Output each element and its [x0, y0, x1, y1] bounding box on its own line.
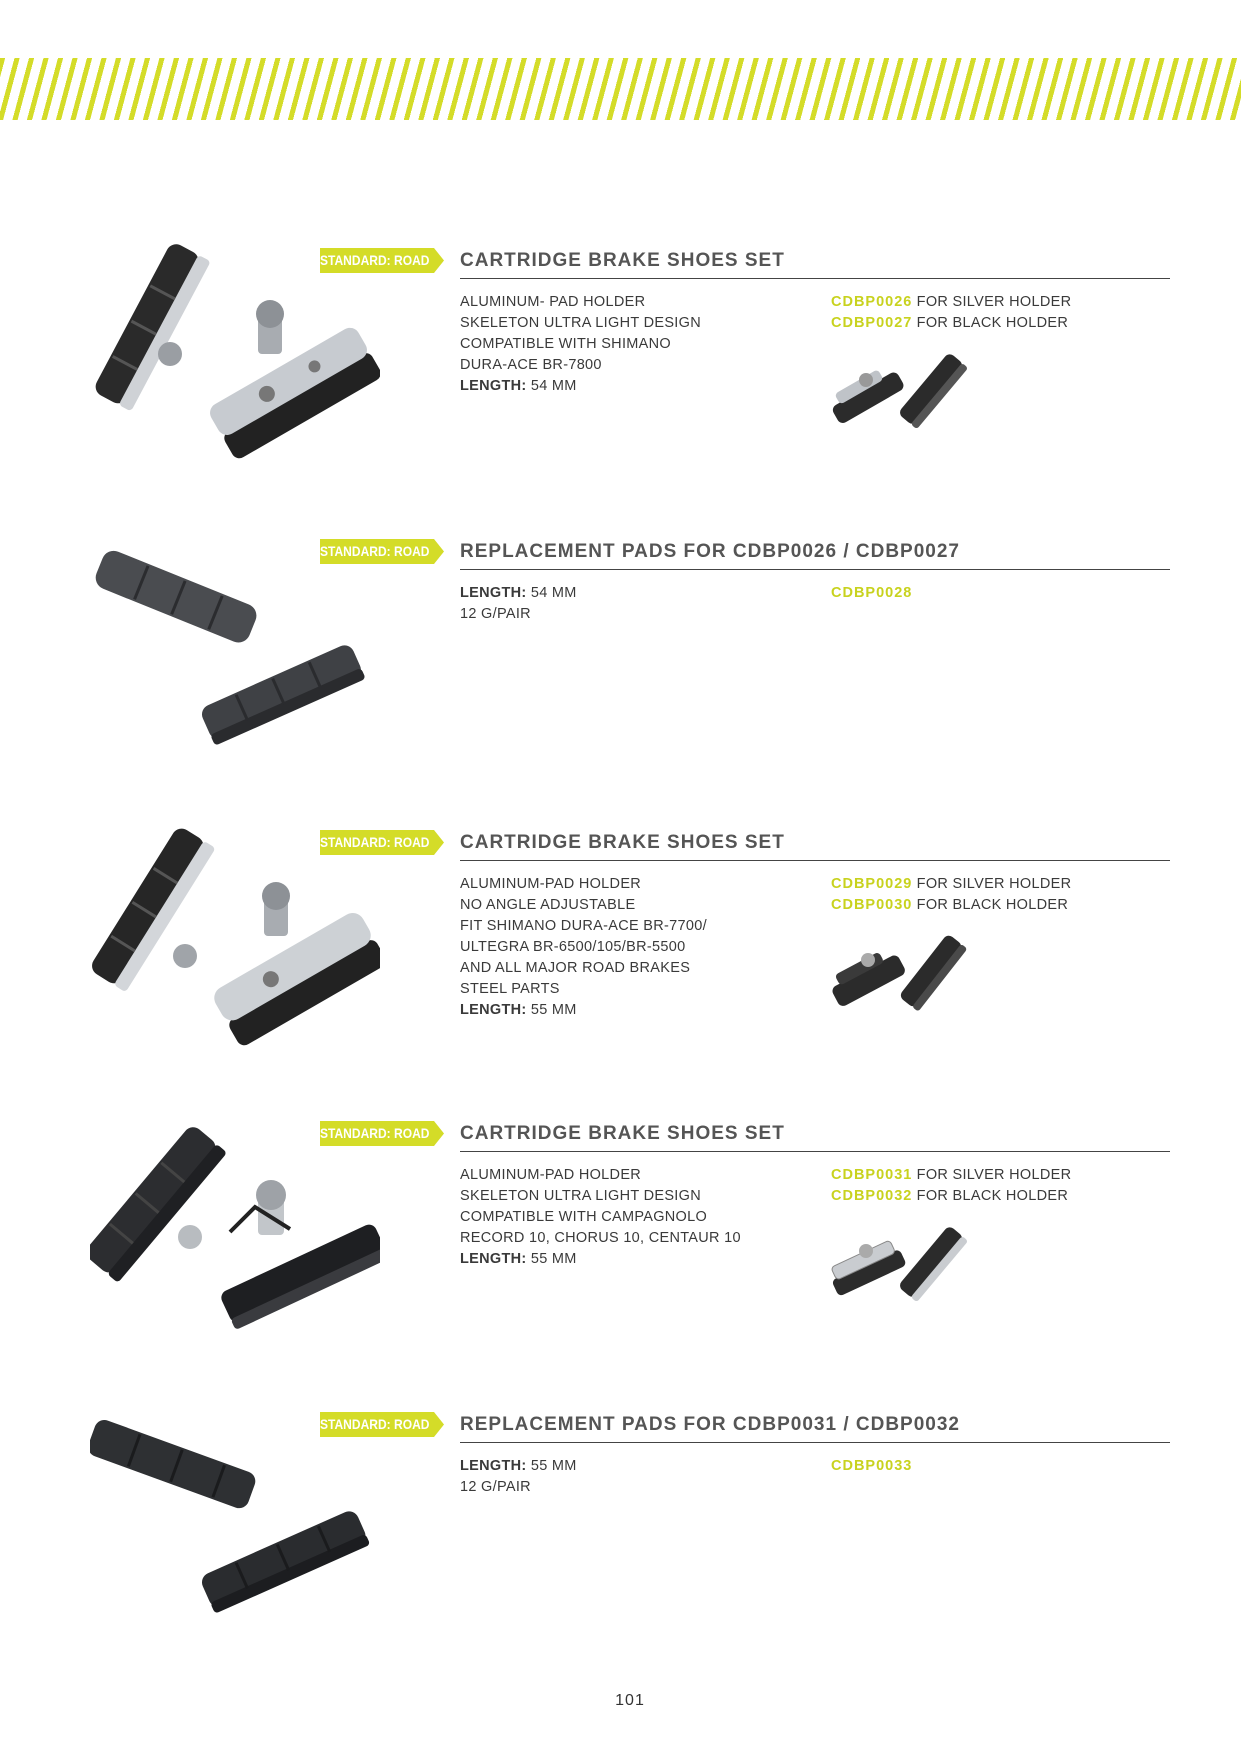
code-description: FOR SILVER HOLDER	[912, 876, 1072, 892]
page-number: 101	[615, 1692, 645, 1709]
product-title: CARTRIDGE BRAKE SHOES SET	[460, 1121, 1170, 1152]
product-code: CDBP0028	[831, 585, 913, 601]
spec-line-length	[460, 1000, 820, 1021]
product-codes	[831, 292, 1171, 334]
product-title: CARTRIDGE BRAKE SHOES SET	[460, 830, 1170, 861]
spec-label: LENGTH:	[460, 1458, 527, 1474]
spec-list	[460, 583, 820, 625]
brake-shoe-thumbnail-image	[826, 344, 976, 434]
product-codes	[831, 583, 1171, 604]
spec-line: RECORD 10, CHORUS 10, CENTAUR 10	[460, 1230, 741, 1246]
spec-value: 55 MM	[526, 1251, 577, 1267]
spec-line: ALUMINUM-PAD HOLDER	[460, 876, 642, 892]
spec-label: LENGTH:	[460, 1251, 527, 1267]
product-code: CDBP0026	[831, 294, 913, 310]
header-stripe-band	[0, 58, 1241, 120]
category-tag-label: STANDARD: ROAD	[320, 543, 430, 559]
spec-value: 55 MM	[526, 1458, 577, 1474]
spec-line: SKELETON ULTRA LIGHT DESIGN	[460, 315, 701, 331]
spec-list	[460, 874, 820, 1021]
brake-shoe-thumbnail-image	[826, 1217, 976, 1307]
category-tag	[320, 539, 444, 564]
product-code: CDBP0027	[831, 315, 913, 331]
spec-line: AND ALL MAJOR ROAD BRAKES	[460, 960, 691, 976]
spec-label: LENGTH:	[460, 585, 527, 601]
spec-line: DURA-ACE BR-7800	[460, 357, 602, 373]
product-codes	[831, 1165, 1171, 1207]
spec-label: LENGTH:	[460, 1002, 527, 1018]
product-title: CARTRIDGE BRAKE SHOES SET	[460, 248, 1170, 279]
spec-line-length	[460, 1456, 820, 1477]
spec-line-length	[460, 583, 820, 604]
spec-line: ULTEGRA BR-6500/105/BR-5500	[460, 939, 686, 955]
spec-line: ALUMINUM-PAD HOLDER	[460, 1167, 642, 1183]
spec-value: 55 MM	[526, 1002, 577, 1018]
spec-line: ALUMINUM- PAD HOLDER	[460, 294, 646, 310]
product-code: CDBP0031	[831, 1167, 913, 1183]
product-code: CDBP0033	[831, 1458, 913, 1474]
brake-shoe-set-image	[90, 1117, 380, 1357]
spec-list	[460, 1165, 820, 1270]
product-title: REPLACEMENT PADS FOR CDBP0031 / CDBP0032	[460, 1412, 1170, 1443]
category-tag	[320, 830, 444, 855]
product-section-cdbp0033	[0, 1408, 1241, 1668]
code-description: FOR BLACK HOLDER	[912, 315, 1069, 331]
spec-value: 54 MM	[526, 378, 577, 394]
product-section-cdbp0029	[0, 826, 1241, 1086]
spec-list	[460, 292, 820, 397]
product-codes	[831, 1456, 1171, 1477]
spec-line: 12 G/PAIR	[460, 606, 531, 622]
spec-line: STEEL PARTS	[460, 981, 560, 997]
spec-line-length	[460, 1249, 820, 1270]
category-tag-label: STANDARD: ROAD	[320, 1416, 430, 1432]
spec-line: COMPATIBLE WITH SHIMANO	[460, 336, 671, 352]
product-section-cdbp0031	[0, 1117, 1241, 1377]
code-line	[831, 895, 1171, 916]
spec-line: COMPATIBLE WITH CAMPAGNOLO	[460, 1209, 708, 1225]
code-line	[831, 1456, 1171, 1477]
product-code: CDBP0032	[831, 1188, 913, 1204]
spec-line: 12 G/PAIR	[460, 1479, 531, 1495]
brake-shoe-set-image	[90, 244, 380, 484]
product-code: CDBP0030	[831, 897, 913, 913]
category-tag-label: STANDARD: ROAD	[320, 252, 430, 268]
code-line	[831, 313, 1171, 334]
product-codes	[831, 874, 1171, 916]
code-description: FOR SILVER HOLDER	[912, 294, 1072, 310]
code-line	[831, 292, 1171, 313]
replacement-pads-image	[90, 535, 380, 775]
category-tag-label: STANDARD: ROAD	[320, 834, 430, 850]
replacement-pads-image	[90, 1408, 380, 1648]
spec-line: SKELETON ULTRA LIGHT DESIGN	[460, 1188, 701, 1204]
code-line	[831, 874, 1171, 895]
product-code: CDBP0029	[831, 876, 913, 892]
spec-label: LENGTH:	[460, 378, 527, 394]
spec-value: 54 MM	[526, 585, 577, 601]
category-tag	[320, 1121, 444, 1146]
code-line	[831, 1186, 1171, 1207]
code-description: FOR BLACK HOLDER	[912, 1188, 1069, 1204]
spec-line-length	[460, 376, 820, 397]
spec-line: FIT SHIMANO DURA-ACE BR-7700/	[460, 918, 707, 934]
spec-line: NO ANGLE ADJUSTABLE	[460, 897, 636, 913]
code-line	[831, 583, 1171, 604]
brake-shoe-set-image	[90, 826, 380, 1066]
category-tag	[320, 1412, 444, 1437]
code-description: FOR BLACK HOLDER	[912, 897, 1069, 913]
code-description: FOR SILVER HOLDER	[912, 1167, 1072, 1183]
product-title: REPLACEMENT PADS FOR CDBP0026 / CDBP0027	[460, 539, 1170, 570]
product-section-cdbp0028	[0, 535, 1241, 795]
spec-list	[460, 1456, 820, 1498]
brake-shoe-thumbnail-image	[826, 926, 976, 1016]
category-tag-label: STANDARD: ROAD	[320, 1125, 430, 1141]
code-line	[831, 1165, 1171, 1186]
category-tag	[320, 248, 444, 273]
product-section-cdbp0026	[0, 244, 1241, 504]
